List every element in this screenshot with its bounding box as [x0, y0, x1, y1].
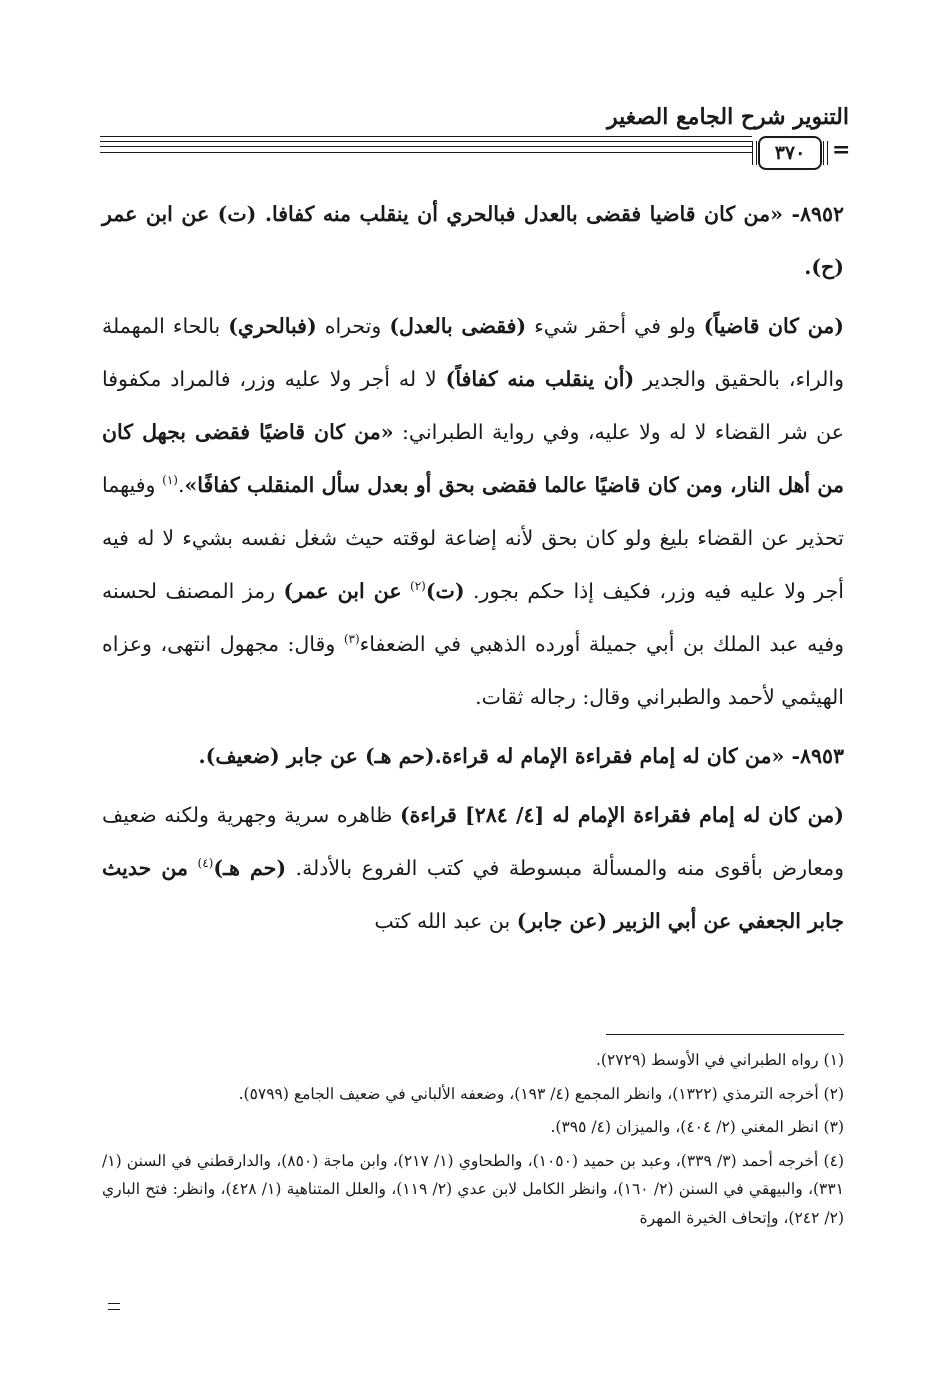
- commentary-text: ظاهره سرية وجهرية ولكنه ضعيف ومعارض بأقوى منه والمسألة مبسوطة في كتب الفروع بالأدلة.: [102, 803, 844, 880]
- commentary-8952: [102, 300, 844, 724]
- commentary-text: وفيهما تحذير عن القضاء بليغ ولو كان بحق لأنه إضاعة لوقته حيث شغل نفسه بشيء لا له فيه أجر ولا عليه فيه وزر، فكيف إذا حكم بجور.: [102, 473, 844, 603]
- running-header-title: التنوير شرح الجامع الصغير: [607, 104, 849, 130]
- page-number: ٣٧٠: [774, 142, 806, 164]
- quoted-phrase: (فقضى بالعدل): [389, 314, 527, 338]
- continuation-mark: =: [832, 137, 851, 163]
- space: [188, 856, 198, 880]
- footnote-1: (١) رواه الطبراني في الأوسط (٢٧٢٩).: [596, 1051, 844, 1069]
- commentary-text: رمز المصنف لحسنه وفيه عبد الملك بن أبي جميلة أورده الذهبي في الضعفاء: [102, 579, 845, 656]
- header-rule-2: [100, 141, 752, 142]
- commentary-text: .: [177, 473, 185, 497]
- hadith-8953: [102, 730, 844, 783]
- source-code: (حم هـ): [213, 856, 287, 880]
- hadith-number: ٨٩٥٣-: [791, 744, 844, 768]
- quoted-phrase: (من كان قاضياً): [703, 314, 844, 338]
- hadith-text: «من كان قاضيا فقضى بالعدل فبالحري أن ينقلب منه كفافا. (ت) عن ابن عمر (ح).: [102, 202, 844, 279]
- header-rule-bottom: [100, 152, 752, 153]
- source-code: (ت): [425, 579, 465, 603]
- hadith-8952: [102, 188, 844, 294]
- commentary-8953: [102, 789, 844, 948]
- footnote-ref-2: (٢): [410, 579, 426, 594]
- main-text: [102, 188, 844, 948]
- quoted-phrase: (أن ينقلب منه كفافاً): [445, 367, 635, 391]
- header-rule-top: [100, 136, 752, 137]
- page-number-box: [758, 136, 822, 170]
- footnote-ref-3: (٣): [343, 632, 360, 647]
- quoted-phrase: (من كان له إمام فقراءة الإمام له [٤/ ٢٨٤] قراءة): [399, 803, 844, 827]
- narrator-phrase: من حديث جابر الجعفي عن أبي الزبير (عن جابر): [102, 856, 844, 933]
- header-rule-3: [100, 146, 752, 147]
- hadith-number: ٨٩٥٢-: [791, 202, 844, 226]
- commentary-text: بالحاء المهملة والراء، بالحقيق والجدير: [102, 314, 844, 391]
- footnote-ref-1: (١): [162, 473, 178, 488]
- tabarani-narration: «من كان قاضيًا فقضى بجهل كان من أهل النار، ومن كان قاضيًا عالما فقضى بحق أو بعدل سأل المنقلب كفافًا»: [102, 420, 844, 497]
- commentary-text: ولو في أحقر شيء: [526, 314, 704, 338]
- quoted-phrase: (فبالحري): [228, 314, 317, 338]
- commentary-text: لا له أجر ولا عليه وزر، فالمراد مكفوفا عن شر القضاء لا له ولا عليه، وفي رواية الطبراني:: [102, 367, 844, 444]
- footnote-2: (٢) أخرجه الترمذي (١٣٢٢)، وانظر المجمع (٤/ ١٩٣)، وضعفه الألباني في ضعيف الجامع (٥٧٩٩).: [238, 1084, 844, 1103]
- footnotes: [102, 1046, 844, 1237]
- footnote-4: (٤) أخرجه أحمد (٣/ ٣٣٩)، وعبد بن حميد (١٠٥٠)، والطحاوي (١/ ٢١٧)، وابن ماجة (٨٥٠)، والدارقطني في السنن (١/ ٣٣١)، والبيهقي في السنن (٢/ ١٦٠)، وانظر الكامل لابن عدي (٢/ ١١٩)، والعلل المتناهية (١/ ٤٢٨)، وانظر: فتح الباري (٢/ ٢٤٢)، وإتحاف الخيرة المهرة: [102, 1151, 844, 1227]
- hadith-text: «من كان له إمام فقراءة الإمام له قراءة.(حم هـ) عن جابر (ضعيف).: [198, 744, 792, 768]
- footnote-ref-4: (٤): [197, 856, 214, 871]
- footnote-separator: [606, 1034, 844, 1035]
- narrator-phrase: عن ابن عمر): [283, 579, 402, 603]
- footnote-continuation-mark: [108, 1300, 128, 1314]
- commentary-text: وقال: مجهول انتهى، وعزاه الهيثمي لأحمد والطبراني وقال: رجاله ثقات.: [102, 632, 844, 709]
- commentary-text: بن عبد الله كتب: [374, 909, 517, 933]
- commentary-text: وتحراه: [316, 314, 390, 338]
- footnote-3: (٣) انظر المغني (٢/ ٤٠٤)، والميزان (٤/ ٣٩٥).: [550, 1118, 844, 1136]
- space: [402, 579, 410, 603]
